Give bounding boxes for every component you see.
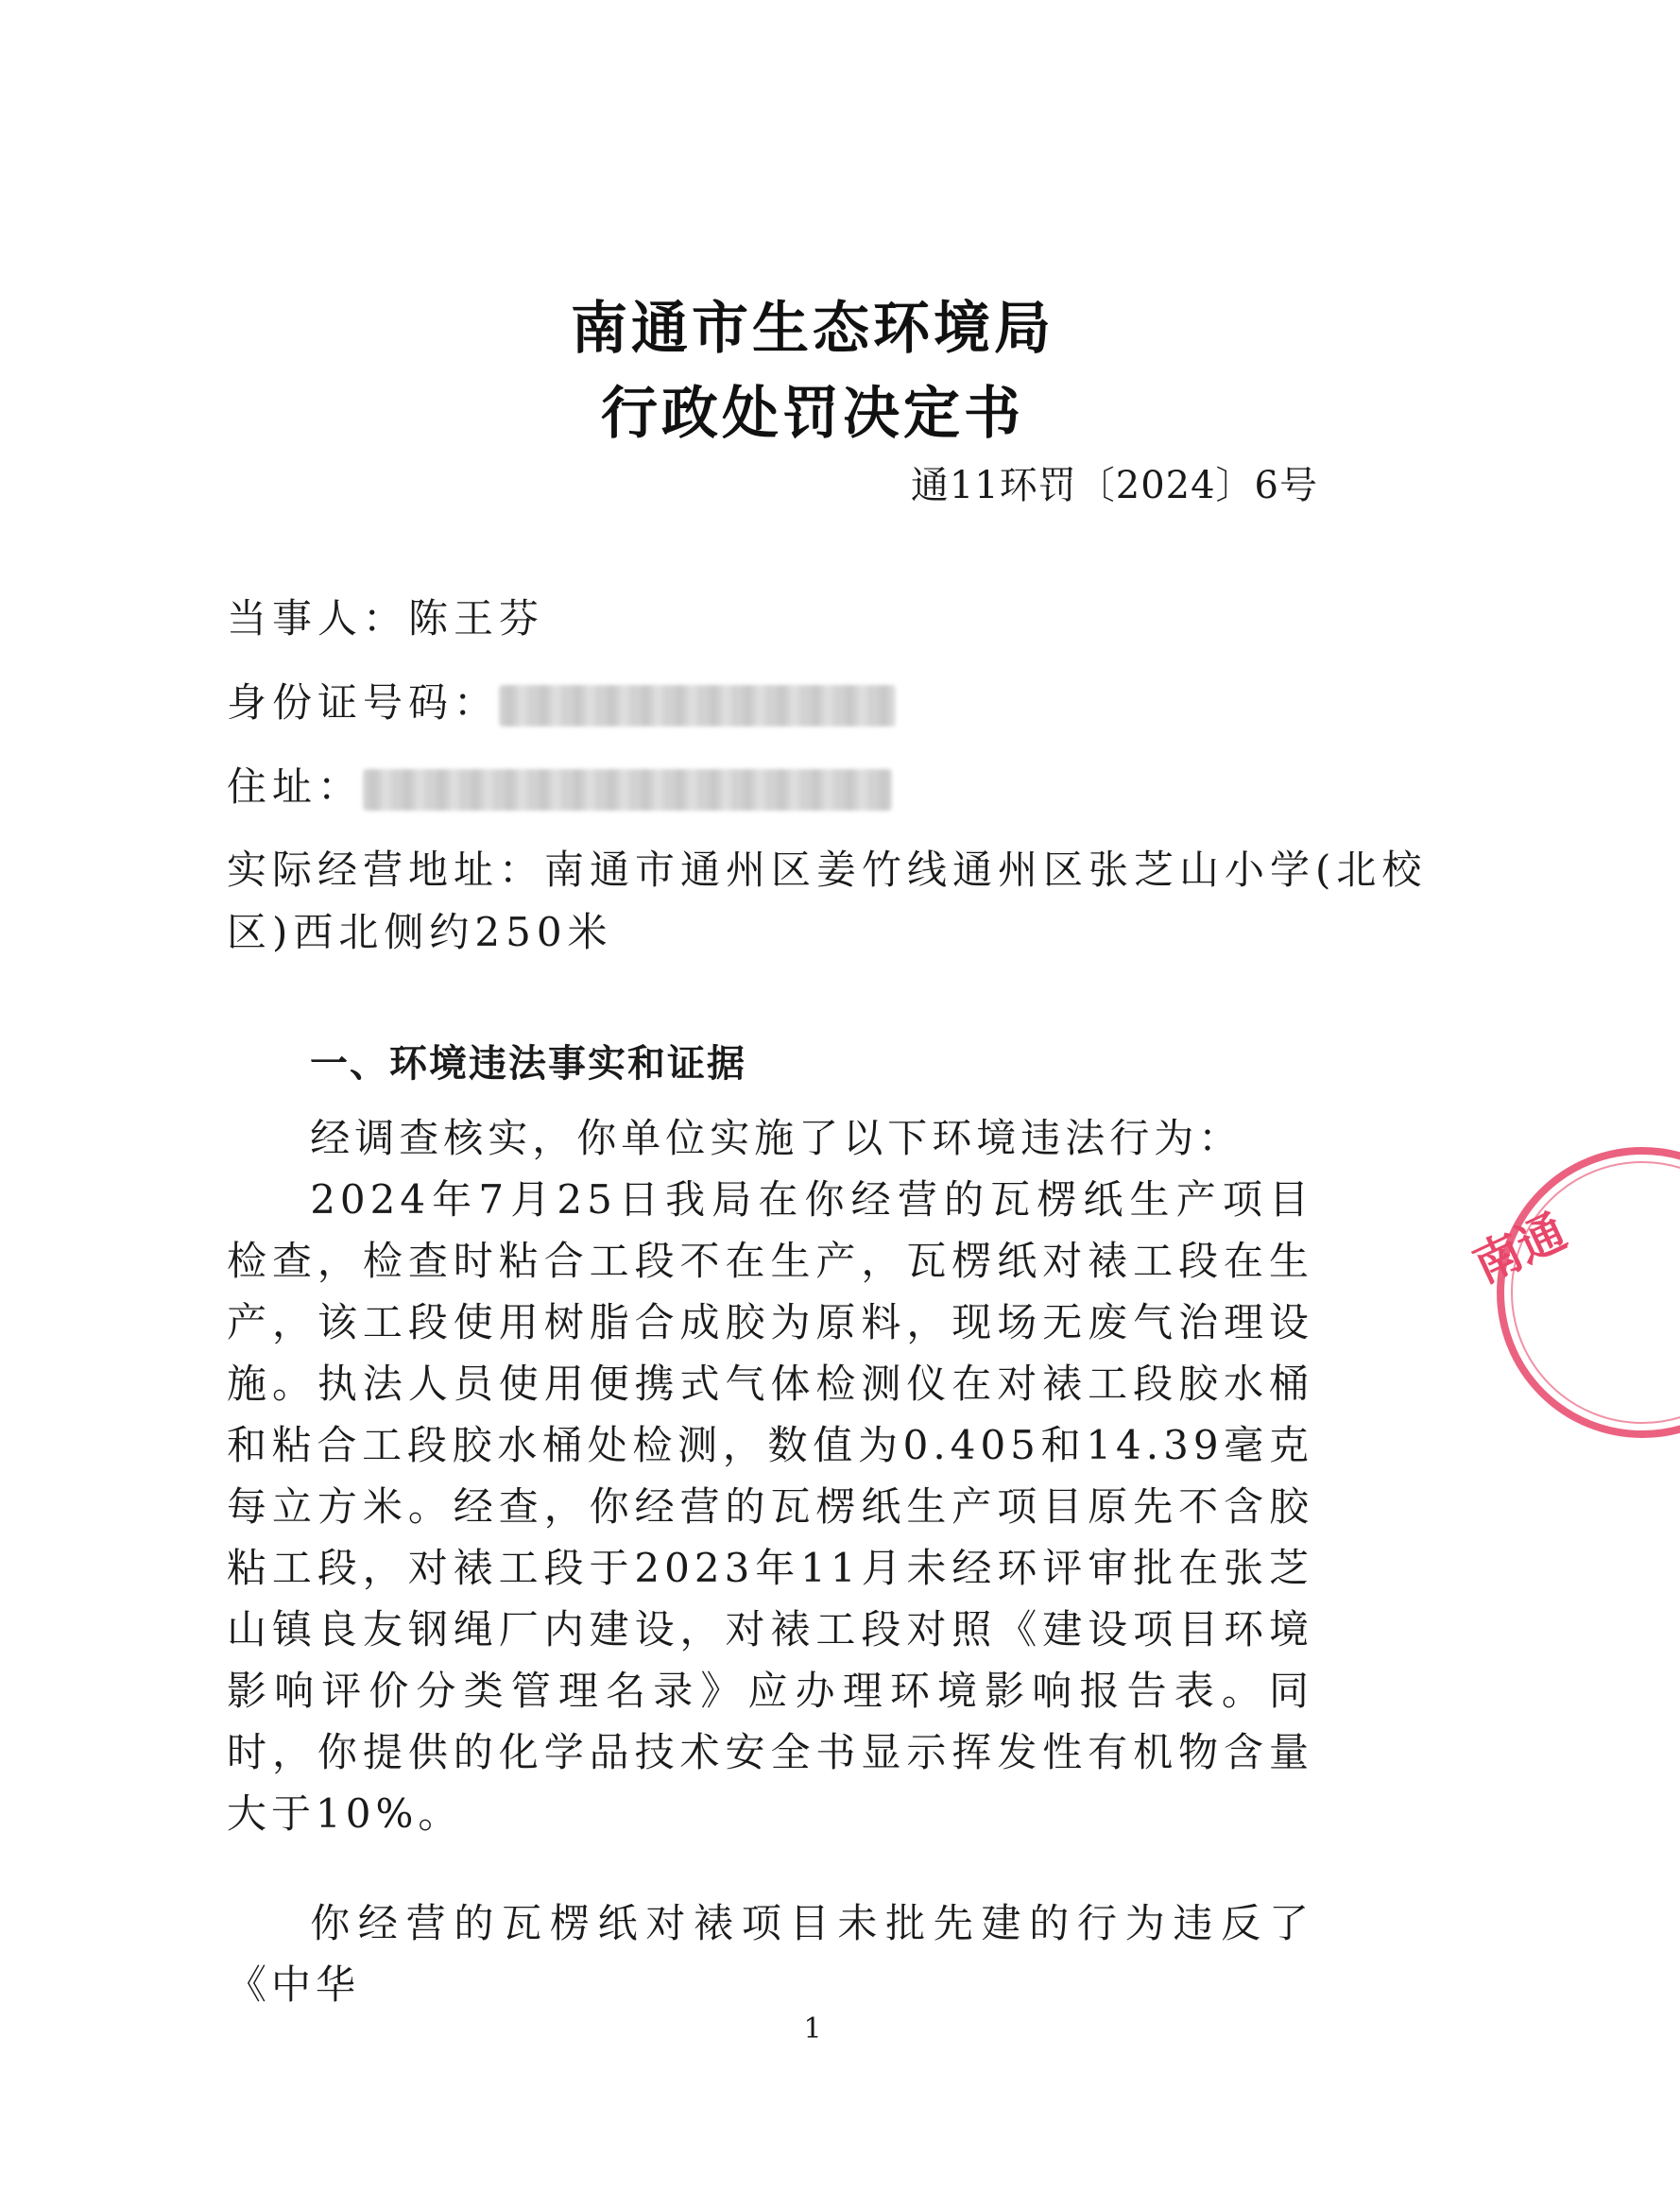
business-address-value: 南通市通州区姜竹线通州区张芝山小学(北校 [544, 847, 1428, 893]
paragraph-intro: 经调查核实，你单位实施了以下环境违法行为： [310, 1115, 1243, 1161]
document-subtitle: 行政处罚决定书 [601, 381, 1024, 447]
party-address-label: 住址： [227, 763, 364, 810]
redacted-id-number [499, 685, 896, 727]
party-name-label: 当事人： [227, 595, 409, 642]
page-number: 1 [803, 2012, 822, 2046]
seal-text: 南通 [1465, 1204, 1574, 1294]
party-id-label: 身份证号码： [227, 679, 500, 726]
business-address-label: 实际经营地址： [227, 847, 545, 893]
official-seal [1463, 1141, 1680, 1453]
document-number: 通11环罚〔2024〕6号 [910, 464, 1318, 507]
party-name-value: 陈王芬 [408, 595, 545, 642]
paragraph-facts: 2024年7月25日我局在你经营的瓦楞纸生产项目检查，检查时粘合工段不在生产，瓦楞纸对裱工段在生产，该工段使用树脂合成胶为原料，现场无废气治理设施。执法人员使用便携式气体检测仪在对裱工段胶水桶和粘合工段胶水桶处检测，数值为0.405和14.39毫克每立方米。经查，你经营的瓦楞纸生产项目原先不含胶粘工段，对裱工段于2023年11月未经环评审批在张芝山镇良友钢绳厂内建设，对裱工段对照《建设项目环境影响评价分类管理名录》应办理环境影响报告表。同时，你提供的化学品技术安全书显示挥发性有机物含量大于10%。 [227, 1176, 1313, 1837]
paragraph-violation: 你经营的瓦楞纸对裱项目未批先建的行为违反了《中华 [227, 1900, 1313, 2008]
document-title: 南通市生态环境局 [571, 296, 1054, 362]
business-address-cont: 区)西北侧约250米 [227, 909, 613, 955]
section-heading: 一、环境违法事实和证据 [310, 1042, 746, 1086]
redacted-address [363, 769, 892, 811]
party-id-row [227, 672, 1313, 728]
party-address-row [227, 756, 1313, 813]
party-name-row [227, 588, 1313, 644]
business-address-row [227, 839, 1428, 896]
